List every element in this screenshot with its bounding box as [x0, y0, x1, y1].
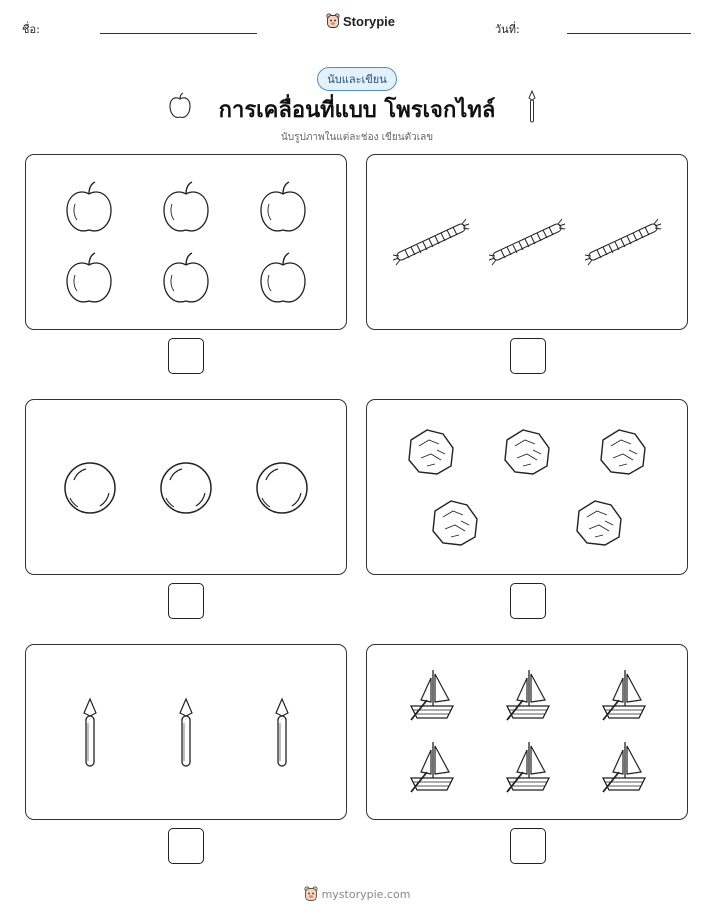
count-panel-ropes: [366, 154, 688, 330]
bear-mascot-icon: [326, 13, 340, 29]
answer-box[interactable]: [510, 828, 546, 864]
count-panel-rocks: [366, 399, 688, 575]
spear-icon: [525, 90, 539, 124]
answer-box[interactable]: [510, 338, 546, 374]
worksheet-badge: นับและเขียน: [317, 67, 397, 91]
count-panel-apples: [25, 154, 347, 330]
footer-url[interactable]: mystorypie.com: [321, 887, 411, 901]
answer-box[interactable]: [510, 583, 546, 619]
answer-box[interactable]: [168, 583, 204, 619]
date-line[interactable]: [567, 33, 691, 34]
name-label: ชื่อ:: [22, 23, 40, 36]
count-panel-bubbles: [25, 399, 347, 575]
bear-mascot-icon: [304, 886, 318, 902]
footer: [0, 886, 714, 902]
apple-icon: [167, 91, 193, 121]
page-title: การเคลื่อนที่แบบ โพรเจกไทล์: [218, 98, 496, 123]
answer-box[interactable]: [168, 828, 204, 864]
count-panel-spears: [25, 644, 347, 820]
brand-name: Storypie: [343, 13, 396, 29]
brand-logo: [326, 13, 395, 29]
date-label: วันที่:: [495, 23, 520, 36]
count-panel-boats: [366, 644, 688, 820]
instructions: นับรูปภาพในแต่ละช่อง เขียนตัวเลข: [280, 132, 434, 143]
name-line[interactable]: [100, 33, 257, 34]
answer-box[interactable]: [168, 338, 204, 374]
